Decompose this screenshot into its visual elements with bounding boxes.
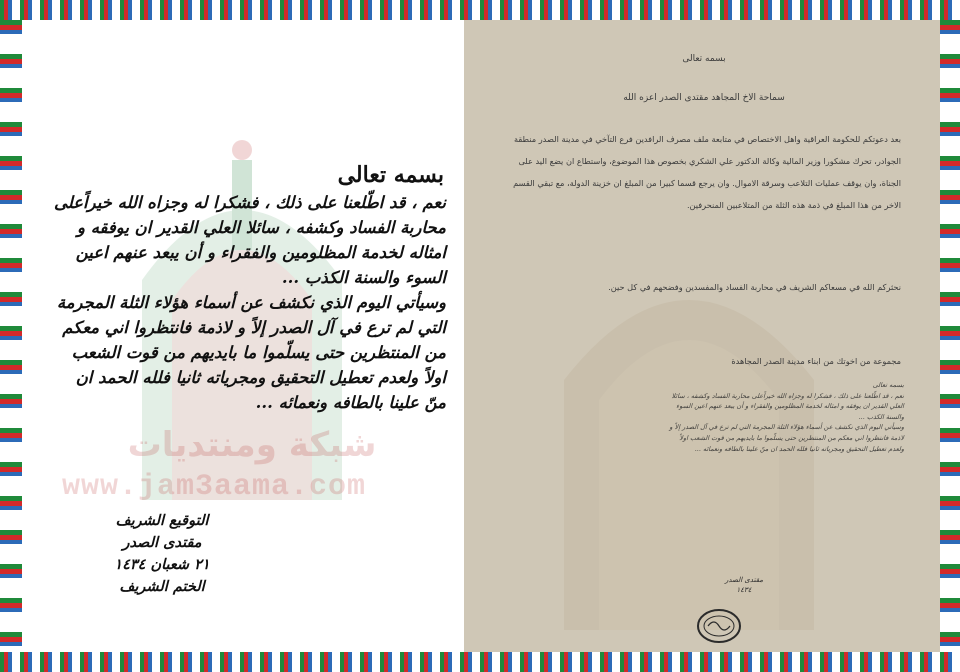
letter-body: [52, 190, 446, 415]
decorative-border-top: [0, 0, 960, 20]
handwritten-signature-line: ١٤٣٤: [736, 586, 752, 594]
signature-line: الختم الشريف: [119, 578, 205, 595]
scan-sender-group: مجموعة من اخوتك من ابناء مدينة الصدر المجاهدة: [731, 356, 901, 366]
handwritten-paragraph: نعم ، قد اطّلعنا على ذلك ، فشكرا له وجزاه الله خيراًعلى محاربة الفساد وكشفه ، سائلا العلي القدير ان يوفقه و امثاله لخدمة المظلومين والفقراء و أن يبعد عنهم اعين السوء والسنة الكذب ...: [671, 391, 904, 421]
scanned-document: [464, 20, 940, 652]
signature-block: [82, 510, 242, 598]
signature-line: مقتدى الصدر: [122, 534, 202, 551]
scan-heading: بسمه تعالى: [682, 54, 726, 64]
letter-paragraph: نعم ، قد اطّلعنا على ذلك ، فشكرا له وجزاه الله خيراًعلى محاربة الفساد وكشفه ، سائلا العلي القدير ان يوفقه و امثاله لخدمة المظلومين والفقراء و أن يبعد عنهم اعين السوء والسنة الكذب ...: [53, 193, 446, 287]
decorative-border-left: [0, 20, 22, 652]
handwritten-reply: [669, 380, 904, 454]
signature-line: التوقيع الشريف: [115, 512, 209, 529]
letter-heading: بسمه تعالى: [337, 162, 444, 188]
signature-line: ٢١ شعبان ١٤٣٤: [114, 556, 210, 573]
seal-stamp-icon: [696, 608, 742, 644]
handwritten-signature-line: مقتدى الصدر: [725, 576, 763, 584]
transcription-panel: [22, 20, 464, 652]
scan-body: بعد دعوتكم للحكومة العراقية واهل الاختصاص في متابعة ملف مصرف الرافدين فرع التآخي في مدينة الصدر منطقة الجوادر، تحرك مشكورا وزير المالية وكالة الدكتور علي الشكري بخصوص هذا الموضوع، واستطاع ان يضع اليد على الجناة، وان يوقف عمليات التلاعب وسرقة الاموال. وان يرجع قسما كبيرا من المبلغ ان خزينة الدولة، مع تبقي القسم الاخر من هذا المبلغ في ذمة هذه الثلة من المتلاعبين المنحرفين.: [513, 134, 901, 210]
scan-address: سماحة الاخ المجاهد مقتدى الصدر اعزه الله: [623, 93, 785, 103]
handwritten-heading: بسمه تعالى: [872, 381, 904, 389]
watermark-arabic: شبكة ومنتديات: [127, 425, 377, 465]
handwritten-signature: [704, 575, 784, 595]
watermark-site: www.jam3aama.com: [62, 470, 367, 504]
letter-paragraph: وسيأتي اليوم الذي نكشف عن أسماء هؤلاء الثلة المجرمة التي لم ترع في آل الصدر إلاً و لاذمة فانتظروا اني معكم من المنتظرين حتى يسلّموا ما بايديهم من قوت الشعب اولاً ولعدم تعطيل التحقيق ومجرياته ثانيا فلله الحمد ان منّ علينا بالطافه ونعمائه ...: [56, 293, 446, 412]
handwritten-paragraph: وسيأتي اليوم الذي نكشف عن أسماء هؤلاء الثلة المجرمة التي لم ترع في آل الصدر إلاً و لاذمة فانتظروا اني معكم من المنتظرين حتى يسلّموا ما بايديهم من قوت الشعب اولاً ولعدم تعطيل التحقيق ومجرياته ثانيا فلله الحمد ان منّ علينا بالطافه ونعمائه ...: [669, 423, 904, 453]
scan-closing: نحثركم الله في مسعاكم الشريف في محاربة الفساد والمفسدين وفضحهم في كل حين.: [608, 282, 901, 292]
decorative-border-right: [938, 20, 960, 652]
decorative-border-bottom: [0, 652, 960, 672]
